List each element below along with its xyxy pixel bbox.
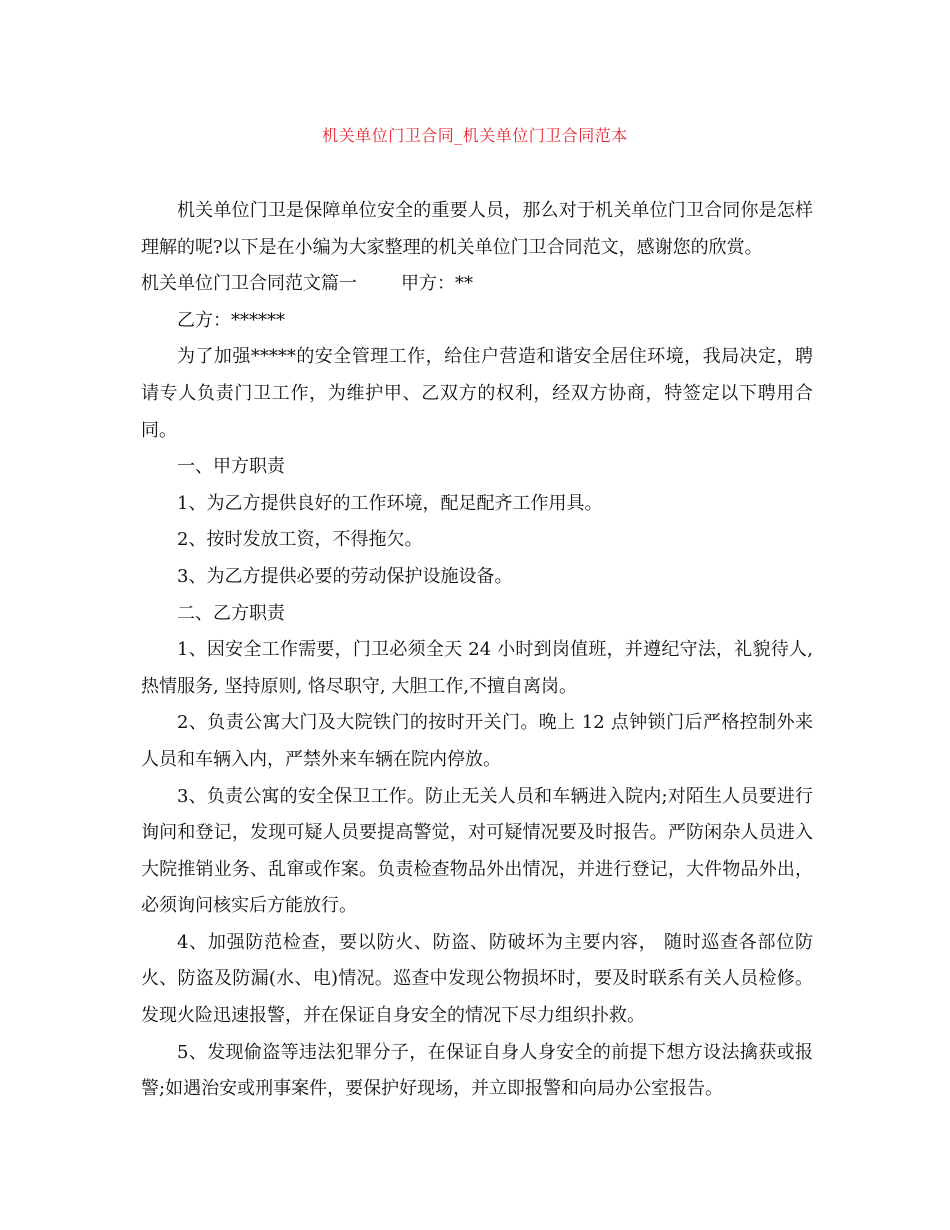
document-title: 机关单位门卫合同_机关单位门卫合同范本 — [322, 126, 628, 145]
preamble-paragraph: 为了加强*****的安全管理工作，给住户营造和谐安全居住环境，我局决定，聘请专人负责门卫工作，为维护甲、乙双方的权利，经双方协商，特签定以下聘用合同。 — [141, 346, 813, 441]
sample-heading-line — [141, 266, 813, 303]
section-heading-party-a-duties: 一、甲方职责 — [177, 456, 285, 478]
list-item: 3、为乙方提供必要的劳动保护设施设备。 — [177, 565, 513, 587]
party-a: 甲方：** — [401, 273, 473, 295]
list-item: 2、负责公寓大门及大院铁门的按时开关门。晚上 12 点钟锁门后严格控制外来人员和车辆入内，严禁外来车辆在院内停放。 — [141, 712, 813, 770]
document-body — [141, 193, 813, 1108]
list-item: 1、因安全工作需要，门卫必须全天 24 小时到岗值班，并遵纪守法，礼貌待人,热情服务, 坚持原则, 恪尽职守, 大胆工作,不擅自离岗。 — [141, 639, 813, 697]
intro-paragraph: 机关单位门卫是保障单位安全的重要人员，那么对于机关单位门卫合同你是怎样理解的呢?以下是在小编为大家整理的机关单位门卫合同范文，感谢您的欣赏。 — [141, 200, 813, 258]
list-item: 4、加强防范检查，要以防火、防盗、防破坏为主要内容， 随时巡查各部位防火、防盗及防漏(水、电)情况。巡查中发现公物损坏时，要及时联系有关人员检修。发现火险迅速报警，并在保证自身安全的情况下尽力组织扑救。 — [141, 931, 813, 1027]
party-b: 乙方：****** — [177, 309, 285, 331]
list-item: 2、按时发放工资，不得拖欠。 — [177, 529, 423, 551]
list-item: 5、发现偷盗等违法犯罪分子，在保证自身人身安全的前提下想方设法擒获或报警;如遇治安或刑事案件，要保护好现场，并立即报警和向局办公室报告。 — [141, 1041, 813, 1100]
list-item: 1、为乙方提供良好的工作环境，配足配齐工作用具。 — [177, 492, 603, 514]
section-heading-party-b-duties: 二、乙方职责 — [177, 602, 285, 624]
list-item: 3、负责公寓的安全保卫工作。防止无关人员和车辆进入院内;对陌生人员要进行询问和登记，发现可疑人员要提高警觉，对可疑情况要及时报告。严防闲杂人员进入大院推销业务、乱窜或作案。负责检查物品外出情况，并进行登记，大件物品外出，必须询问核实后方能放行。 — [141, 785, 813, 917]
sample-heading: 机关单位门卫合同范文篇一 — [141, 273, 357, 295]
